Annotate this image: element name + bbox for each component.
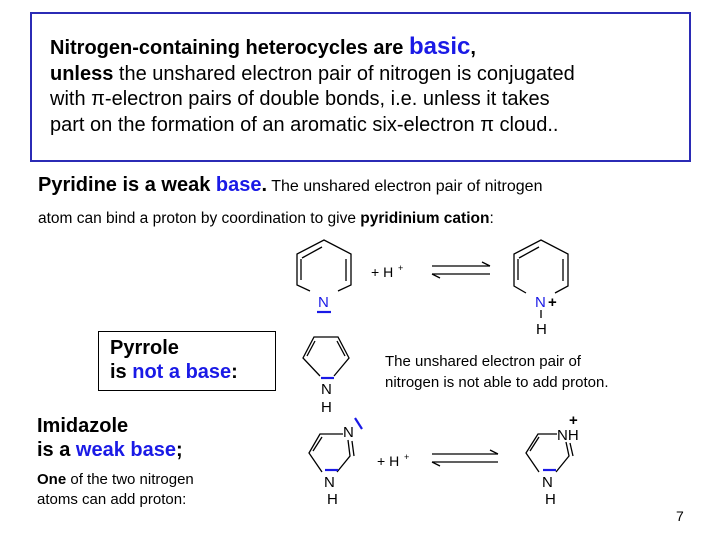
pyridine-base: base	[215, 174, 262, 196]
pyrrole-colon: :	[231, 361, 238, 383]
pyrrole-not-base: not a base	[132, 361, 232, 383]
pyrrole-note-line2: nitrogen is not able to add proton.	[385, 374, 609, 391]
equilibrium-arrow-1	[432, 262, 490, 278]
imidazole-semicolon: ;	[176, 439, 183, 461]
reaction2-plus-h: + H	[377, 453, 400, 469]
equilibrium-arrow-2	[432, 450, 498, 466]
intro-line2: the unshared electron pair of nitrogen is conjugated	[113, 62, 575, 85]
reaction1-plus-h-charge: +	[398, 263, 404, 273]
reaction2-plus-h-charge: +	[404, 452, 410, 462]
imidazolium-n-bottom: N	[542, 474, 553, 491]
pyridine-head-d: The unshared electron pair of nitrogen	[267, 178, 543, 195]
intro-line1-a: Nitrogen-containing heterocycles are	[50, 37, 409, 59]
pyridinium-plus: +	[548, 294, 557, 311]
pyridinium-cation: pyridinium cation	[360, 210, 490, 227]
intro-line4: part on the formation of an aromatic six-electron π cloud..	[50, 113, 559, 136]
pyrrole-is: is	[110, 361, 133, 383]
imidazole-weak-base: weak base	[75, 439, 176, 461]
pyrrole-n-label: N	[321, 381, 332, 398]
imidazolium-plus: +	[569, 412, 578, 429]
intro-unless: unless	[50, 62, 114, 85]
imidazole-lone-pair-top	[355, 418, 362, 429]
intro-basic: basic	[408, 33, 471, 60]
pyridinium-n-label: N	[535, 294, 546, 311]
pyridinium-h-label: H	[536, 321, 547, 338]
pyridine-line2-a: atom can bind a proton by coordination to give	[38, 210, 361, 227]
pyridine-period: .	[261, 174, 268, 196]
imidazole-n-top: N	[343, 424, 354, 441]
imidazole-title: Imidazole	[37, 415, 129, 437]
pyrrole-title: Pyrrole	[110, 337, 179, 359]
intro-comma: ,	[470, 37, 476, 59]
pyrrole-h-label: H	[321, 399, 332, 416]
imidazolium-nh: NH	[557, 427, 579, 444]
imidazole-h-bottom: H	[327, 491, 338, 508]
reaction1-plus-h: + H	[371, 264, 394, 280]
imidazole-note-a: of the two nitrogen	[66, 471, 194, 488]
pyridine-structure	[297, 240, 351, 291]
imidazole-n-bottom: N	[324, 474, 335, 491]
pyridine-n-label: N	[318, 294, 329, 311]
imidazole-note-b: atoms can add proton:	[37, 491, 187, 508]
imidazolium-h-bottom: H	[545, 491, 556, 508]
pyridine-head-a: Pyridine is a weak	[38, 174, 216, 196]
imidazole-one: One	[37, 471, 67, 488]
page-number: 7	[676, 508, 684, 524]
intro-line3: with π-electron pairs of double bonds, i.e. unless it takes	[50, 88, 550, 110]
imidazole-is-a: is a	[37, 439, 76, 461]
pyrrole-structure	[303, 337, 349, 376]
pyridine-colon: :	[489, 210, 494, 227]
pyrrole-note-line1: The unshared electron pair of	[385, 353, 581, 370]
